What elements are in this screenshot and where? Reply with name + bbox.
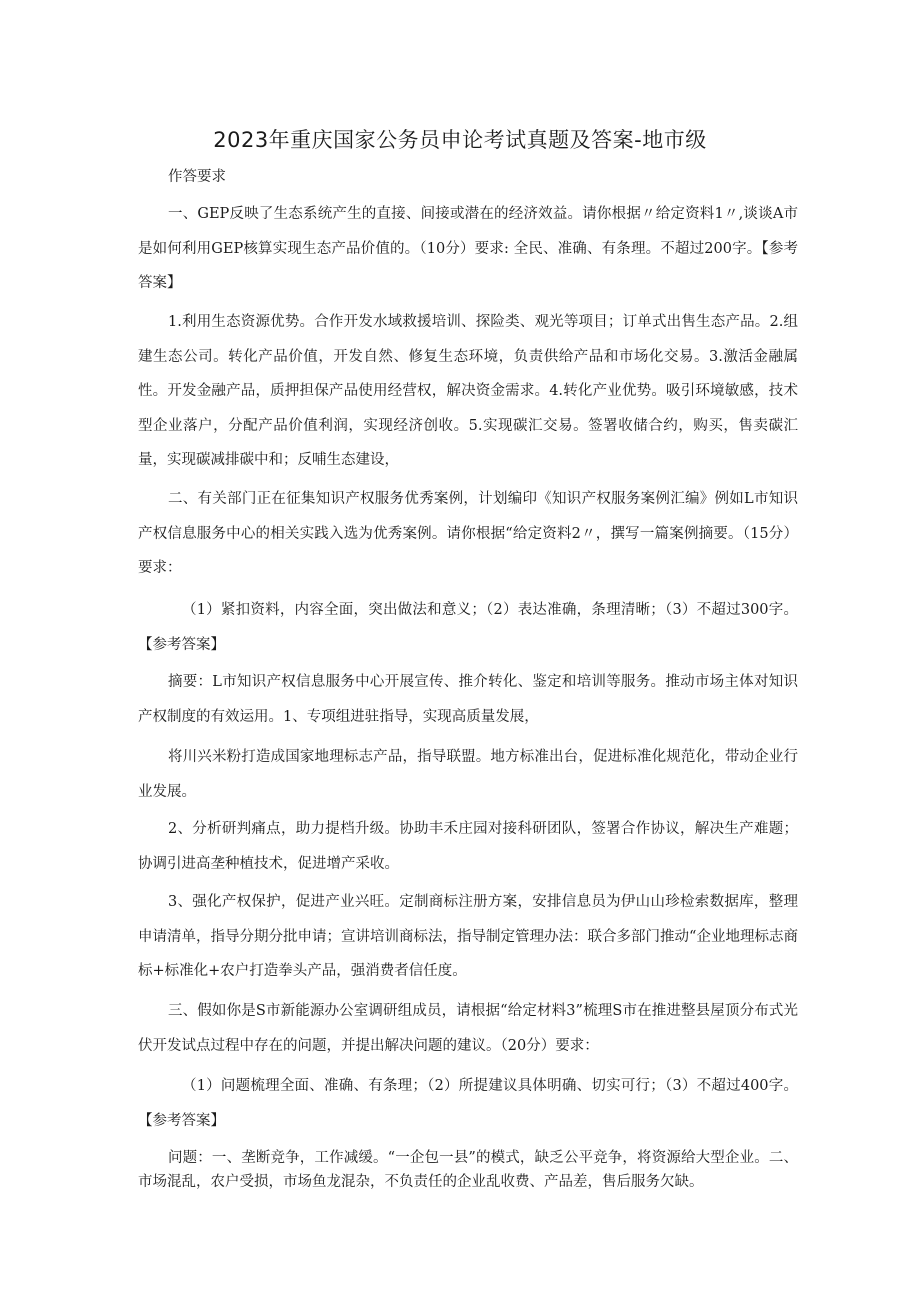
paragraph-answer-2-point-1: 将川兴米粉打造成国家地理标志产品，指导联盟。地方标准出台，促进标准化规范化，带动企业行业发展。: [138, 749, 798, 800]
paragraph-question-2-requirements: （1）紧扣资料，内容全面，突出做法和意义；（2）表达准确，条理清晰；（3）不超过300字。【参考答案】: [138, 602, 798, 653]
paragraph-answer-2-point-3: 3、强化产权保护，促进产业兴旺。定制商标注册方案，安排信息员为伊山山珍检索数据库，整理申请清单，指导分期分批申请；宣讲培训商标法，指导制定管理办法：联合多部门推动“企业地理标志商标+标准化+农户打造拳头产品，强消费者信任度。: [138, 894, 798, 979]
paragraph-answer-2-summary: 摘要：L市知识产权信息服务中心开展宣传、推介转化、鉴定和培训等服务。推动市场主体对知识产权制度的有效运用。1、专项组进驻指导，实现高质量发展，: [138, 674, 798, 725]
paragraph-question-3: 三、假如你是S市新能源办公室调研组成员，请根据“给定材料3”梳理S市在推进整县屋顶分布式光伏开发试点过程中存在的问题，并提出解决问题的建议。（20分）要求：: [138, 1003, 798, 1054]
paragraph-instructions-heading: 作答要求: [168, 169, 226, 185]
document-title: 2023年重庆国家公务员申论考试真题及答案-地市级: [213, 128, 707, 152]
paragraph-question-2: 二、有关部门正在征集知识产权服务优秀案例，计划编印《知识产权服务案例汇编》例如L市知识产权信息服务中心的相关实践入选为优秀案例。请你根据“给定资料2〃，撰写一篇案例摘要。（15分）要求：: [138, 491, 798, 576]
paragraph-answer-2-point-2: 2、分析研判痛点，助力提档升级。协助丰禾庄园对接科研团队，签署合作协议，解决生产难题；协调引进高垄种植技术，促进增产采收。: [138, 821, 798, 872]
paragraph-question-1: 一、GEP反映了生态系统产生的直接、间接或潜在的经济效益。请你根据〃给定资料1〃,谈谈A市是如何利用GEP核算实现生态产品价值的。（10分）要求: 全民、准确、有条理。不超过200字。【参考答案】: [138, 206, 798, 291]
paragraph-answer-1: 1.利用生态资源优势。合作开发水域救援培训、探险类、观光等项目；订单式出售生态产品。2.组建生态公司。转化产品价值，开发自然、修复生态环境，负责供给产品和市场化交易。3.激活金融属性。开发金融产品，质押担保产品使用经营权，解决资金需求。4.转化产业优势。吸引环境敏感，技术型企业落户，分配产品价值利润，实现经济创收。5.实现碳汇交易。签署收储合约，购买，售卖碳汇量，实现碳减排碳中和；反哺生态建设，: [138, 314, 798, 468]
paragraph-question-3-requirements: （1）问题梳理全面、准确、有条理；（2）所提建议具体明确、切实可行；（3）不超过400字。【参考答案】: [138, 1078, 798, 1129]
paragraph-answer-3: 问题：一、垄断竞争，工作减缓。“一企包一县”的模式，缺乏公平竞争，将资源给大型企业。二、市场混乱，农户受损，市场鱼龙混杂，不负责任的企业乱收费、产品差，售后服务欠缺。: [138, 1150, 798, 1190]
